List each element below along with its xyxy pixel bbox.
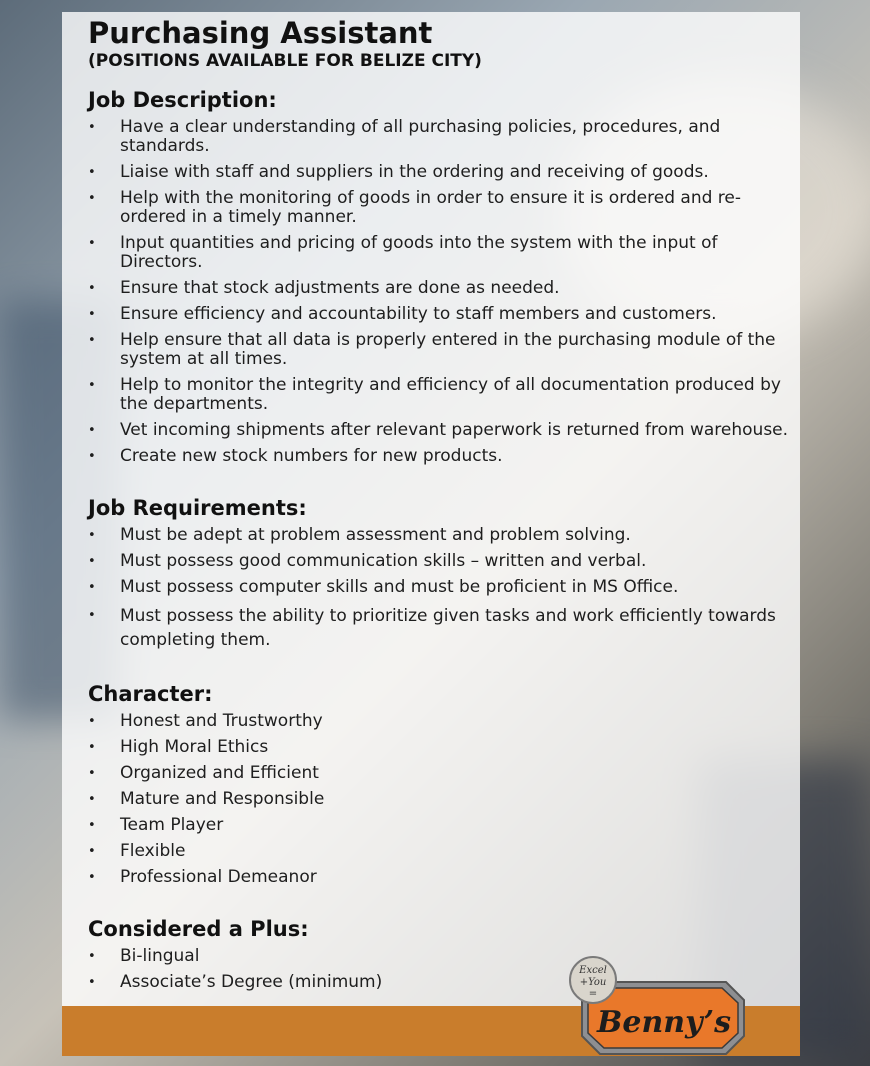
job-requirements-section	[88, 494, 800, 652]
list-item: • Must possess computer skills and must be proficient in MS Office.	[88, 578, 800, 597]
page-title: Purchasing Assistant	[88, 16, 433, 50]
list-item: • Have a clear understanding of all purchasing policies, procedures, and standards.	[88, 118, 800, 156]
list-item: • Ensure that stock adjustments are done as needed.	[88, 279, 800, 298]
logo-badge-line3: =	[588, 988, 598, 999]
list-item: • Professional Demeanor	[88, 868, 800, 887]
bullet-list	[88, 118, 800, 466]
page-subtitle: (POSITIONS AVAILABLE FOR BELIZE CITY)	[88, 51, 482, 71]
list-item: • Must possess the ability to prioritize given tasks and work efficiently towards completing them.	[88, 604, 800, 652]
logo-badge-line1: Excel	[579, 965, 607, 976]
bullet-list	[88, 526, 800, 652]
list-item: • Team Player	[88, 816, 800, 835]
list-item: • High Moral Ethics	[88, 738, 800, 757]
list-item: • Liaise with staff and suppliers in the ordering and receiving of goods.	[88, 163, 800, 182]
section-heading: Character:	[88, 682, 213, 706]
logo-brand-text: Benny’s	[597, 1005, 731, 1040]
bullet-list	[88, 712, 800, 887]
character-section	[88, 680, 800, 887]
list-item: • Vet incoming shipments after relevant paperwork is returned from warehouse.	[88, 421, 800, 440]
list-item: • Mature and Responsible	[88, 790, 800, 809]
job-description-section	[88, 86, 800, 466]
logo-badge-line2: +You	[579, 977, 607, 988]
list-item: • Organized and Efficient	[88, 764, 800, 783]
list-item: • Honest and Trustworthy	[88, 712, 800, 731]
list-item: • Must possess good communication skills – written and verbal.	[88, 552, 800, 571]
section-heading: Job Description:	[88, 88, 277, 112]
list-item: • Bi-lingual	[88, 947, 800, 966]
job-posting	[88, 16, 800, 1020]
list-item: • Must be adept at problem assessment and problem solving.	[88, 526, 800, 545]
list-item: • Flexible	[88, 842, 800, 861]
list-item: • Associate’s Degree (minimum)	[88, 973, 800, 992]
list-item: • Input quantities and pricing of goods into the system with the input of Directors.	[88, 234, 800, 272]
list-item: • Create new stock numbers for new products.	[88, 447, 800, 466]
list-item: • Help to monitor the integrity and efficiency of all documentation produced by the departments.	[88, 376, 800, 414]
list-item: • Help ensure that all data is properly entered in the purchasing module of the system at all times.	[88, 331, 800, 369]
section-heading: Job Requirements:	[88, 496, 307, 520]
bennys-logo	[568, 956, 758, 1056]
list-item: • Ensure efficiency and accountability to staff members and customers.	[88, 305, 800, 324]
section-heading: Considered a Plus:	[88, 917, 309, 941]
list-item: • Help with the monitoring of goods in order to ensure it is ordered and re-ordered in a timely manner.	[88, 189, 800, 227]
